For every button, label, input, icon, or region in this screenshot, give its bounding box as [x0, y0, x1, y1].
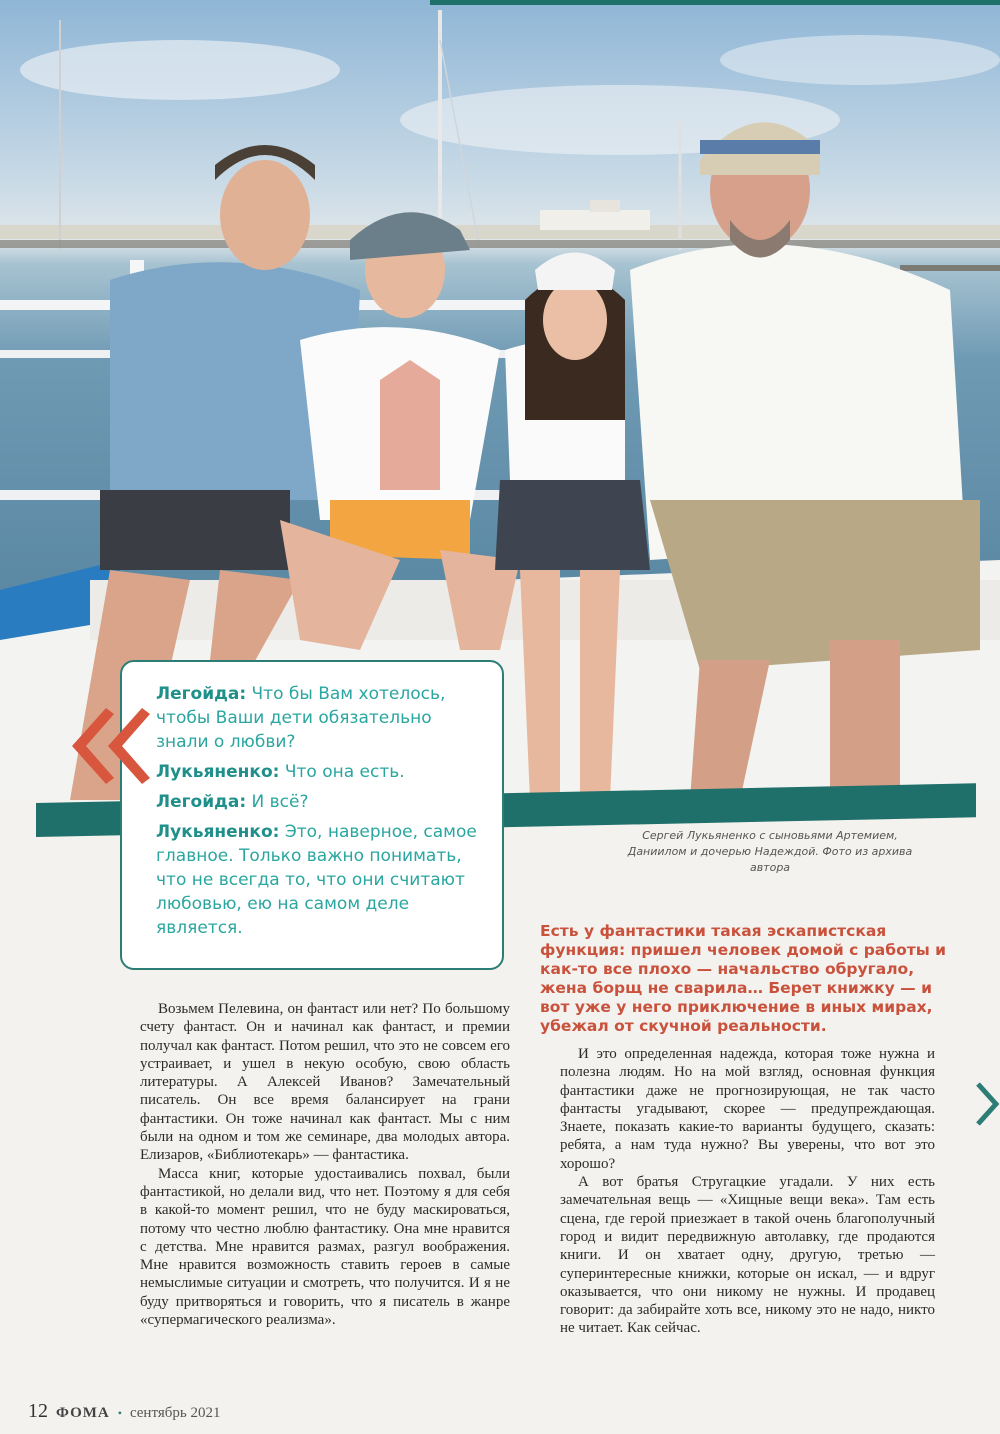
quote-text: И всё? — [246, 792, 309, 812]
speaker-name: Легойда: — [156, 792, 247, 812]
quote-mark-icon — [66, 706, 150, 786]
header-rule — [430, 0, 1000, 5]
footer-separator: • — [117, 1406, 122, 1420]
magazine-name: ФОМА — [56, 1405, 110, 1421]
article-column-left — [140, 1000, 510, 1329]
quote-exchange — [156, 682, 484, 754]
photo-caption: Сергей Лукьяненко с сыновьями Артемием, Даниилом и дочерью Надеждой. Фото из архива автора — [627, 829, 913, 874]
speaker-name: Лукьяненко: — [156, 762, 280, 782]
paragraph: А вот братья Стругацкие угадали. У них есть замечательная вещь — «Хищные вещи века». Там есть сцена, где герой приезжает в такой очень благополучный город и видит передвижную автолавку, где продаются книги. И он хватает одну, другую, третью — суперинтересные книжки, которые он искал, — и вдруг оказывается, что они никому не нужны. И продавец говорит: да забирайте хоть все, никому это не надо, никто не читает. Как сейчас. — [560, 1174, 935, 1337]
paragraph: Возьмем Пелевина, он фантаст или нет? По большому счету фантаст. Он и начинал как фантаст, и премии получал как фантаст. Потом решил, что это не совсем его устраивает, и ушел в некую особую, свою область литературы. А Алексей Иванов? Замечательный писатель. Он все время балансирует на грани фантастики. Он тоже начинал как фантаст. Мы с ним были на одном и том же семинаре, два молодых автора. Елизаров, «Библиотекарь» — фантастика. — [140, 1001, 510, 1164]
chevron-right-icon — [974, 1080, 1000, 1128]
quote-text: Это, наверное, самое главное. Только важно понимать, что не всегда то, что они считают любовью, ею на самом деле является. — [156, 822, 477, 938]
quote-exchange — [156, 790, 484, 814]
paragraph: Масса книг, которые удостаивались похвал, были фантастикой, но делали вид, что нет. Поэтому я для себя в какой-то момент решил, что не буду маскироваться, потому что честно люблю фантастику. Она мне нравится с детства. Мне нравится размах, разгул воображения. Мне нравится возможность ставить героев в самые немыслимые ситуации и смотреть, что получится. И я не буду притворяться и говорить, что я писатель в жанре «супермагического реализма». — [140, 1165, 510, 1329]
quote-text: Что бы Вам хотелось, чтобы Ваши дети обязательно знали о любви? — [156, 684, 446, 752]
interview-quote-box — [120, 660, 504, 970]
issue-date: сентябрь 2021 — [129, 1405, 221, 1421]
paragraph: И это определенная надежда, которая тоже нужна и полезна людям. Но на мой взгляд, основная функция фантастики даже не прогнозирующая, не так часто фантасты угадывают, скорее — предупреждающая. Знаете, показать какие-то варианты будущего, сказать: ребята, а нам туда нужно? Вы уверены, что вот это хорошо? — [560, 1046, 935, 1172]
quote-text: Что она есть. — [279, 762, 405, 782]
page-number: 12 — [28, 1400, 48, 1422]
pull-quote: Есть у фантастики такая эскапистская функция: пришел человек домой с работы и как-то все плохо — начальство обругало, жена борщ не сварила… Берет книжку — и вот уже у него приключение в иных мирах, убежал от скучной реальности. — [540, 922, 946, 1035]
quote-exchange — [156, 820, 484, 940]
page-footer — [28, 1400, 220, 1426]
article-column-right — [560, 1045, 935, 1338]
speaker-name: Легойда: — [156, 684, 247, 704]
speaker-name: Лукьяненко: — [156, 822, 280, 842]
quote-exchange — [156, 760, 484, 784]
